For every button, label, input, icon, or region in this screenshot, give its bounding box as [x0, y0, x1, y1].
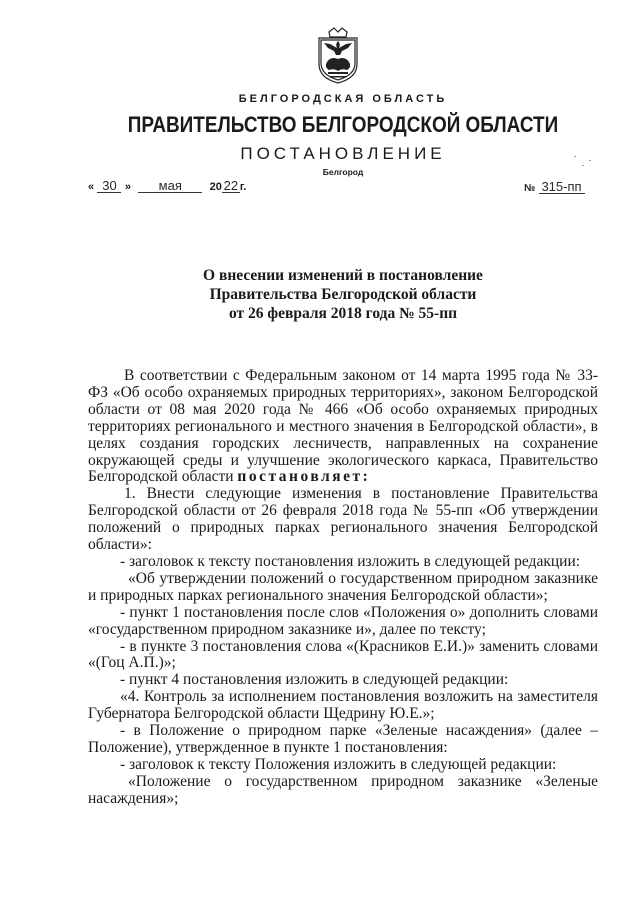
item-paragraph: - пункт 1 постановления после слов «Положения о» дополнить словами «государственном природном заказнике и», далее по тексту;	[88, 603, 598, 638]
scan-speck	[582, 165, 584, 166]
city-name: Белгород	[322, 167, 364, 177]
decree-colon: :	[362, 468, 368, 486]
number-value: 315-пп	[539, 180, 585, 194]
coat-of-arms-icon	[316, 26, 360, 84]
scan-speck	[574, 156, 576, 157]
government-name: ПРАВИТЕЛЬСТВО БЕЛГОРОДСКОЙ ОБЛАСТИ	[127, 112, 559, 137]
item-paragraph: - заголовок к тексту Положения изложить в следующей редакции:	[120, 755, 557, 773]
date-year-mark: г.	[239, 181, 247, 193]
document-date	[88, 179, 246, 193]
item-paragraph: - в Положение о природном парке «Зеленые насаждения» (далее – Положение), утвержденное в пункте 1 постановления:	[88, 722, 598, 756]
number-label: №	[524, 183, 536, 194]
item-paragraph: - в пункте 3 постановления слова «(Красников Е.И.)» заменить словами «(Гоц А.П.)»;	[88, 637, 598, 672]
document-body	[88, 368, 598, 808]
document-title	[100, 266, 586, 323]
date-year-suffix: 22	[223, 178, 239, 193]
decree-word: постановляет	[237, 468, 363, 486]
title-line: от 26 февраля 2018 года № 55-пп	[228, 305, 458, 322]
date-close-quote: »	[124, 181, 131, 193]
preamble-text: В соответствии с Федеральным законом от 14 марта 1995 года № 33-ФЗ «Об особо охраняемых природных территориях», законом Белгородской области от 08 мая 2020 года № 466 «Об особо охраняемых природных территориях регионального и местного значения в Белгородской области», в целях создания городских лесничеств, направленных на сохранение окружающей среды и улучшение экологического каркаса, Правительство Белгородской области	[88, 367, 598, 486]
document-type: ПОСТАНОВЛЕНИЕ	[240, 144, 446, 163]
preamble-paragraph	[88, 368, 598, 486]
item-paragraph: - заголовок к тексту постановления изложить в следующей редакции:	[120, 552, 581, 570]
date-day: 30	[97, 179, 121, 193]
item-paragraph: - пункт 4 постановления изложить в следующей редакции:	[120, 671, 509, 689]
title-line: О внесении изменений в постановление	[203, 267, 483, 284]
document-number	[524, 180, 585, 194]
item-paragraph: «Об утверждении положений о государственном природном заказнике и природных парках регионального значения Белгородской области»;	[88, 569, 598, 604]
date-month: мая	[138, 179, 202, 193]
date-year-prefix: 20	[209, 181, 222, 193]
item-paragraph: 1. Внести следующие изменения в постановление Правительства Белгородской области от 26 февраля 2018 года № 55-пп «Об утверждении положений о природных парках регионального значения Белгородской области»:	[88, 485, 598, 554]
date-open-quote: «	[88, 181, 95, 193]
scan-speck	[589, 160, 591, 161]
item-paragraph: «4. Контроль за исполнением постановления возложить на заместителя Губернатора Белгородской области Щедрину Ю.Е.»;	[88, 688, 598, 723]
region-name: БЕЛГОРОДСКАЯ ОБЛАСТЬ	[238, 93, 448, 105]
item-paragraph: «Положение о государственном природном заказнике «Зеленые насаждения»;	[88, 772, 598, 807]
title-line: Правительства Белгородской области	[209, 286, 477, 303]
